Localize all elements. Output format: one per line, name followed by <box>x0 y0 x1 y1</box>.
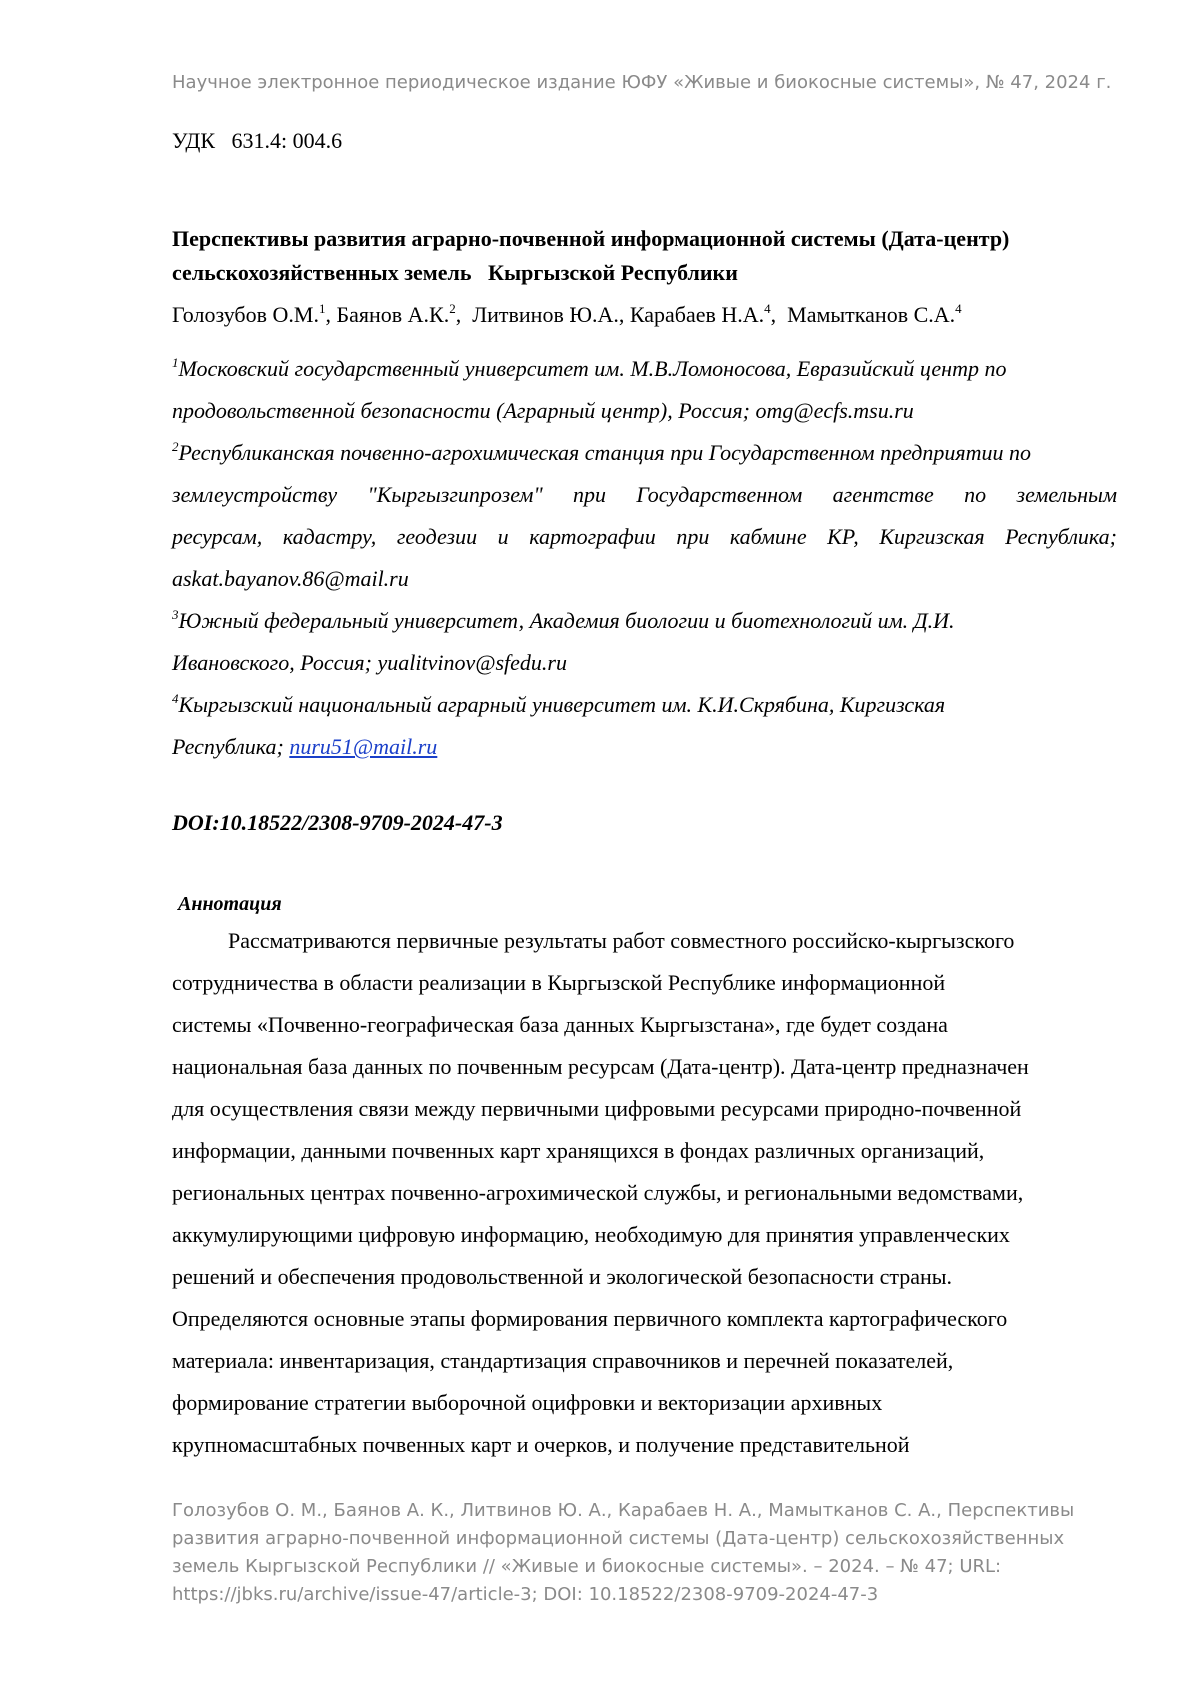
title-line-1: Перспективы развития аграрно-почвенной информационной системы (Дата-центр) <box>172 226 1010 251</box>
affiliation-text: землеустройству "Кыргызгипрозем" при Государственном агентстве по земельным <box>172 482 1117 507</box>
abstract-line: для осуществления связи между первичными цифровыми ресурсами природно-почвенной <box>172 1096 1022 1121</box>
author-name: Голозубов О.М. <box>172 302 319 327</box>
abstract-line: региональных центрах почвенно-агрохимической службы, и региональными ведомствами, <box>172 1180 1024 1205</box>
affiliation-text: Ивановского, Россия; yualitvinov@sfedu.ru <box>172 650 567 675</box>
footer-line: https://jbks.ru/archive/issue-47/article-3; DOI: 10.18522/2308-9709-2024-47-3 <box>172 1584 879 1605</box>
author-name: Литвинов Ю.А. <box>472 302 619 327</box>
journal-header: Научное электронное периодическое издание ЮФУ «Живые и биокосные системы», № 47, 2024 г. <box>172 72 1112 93</box>
abstract-line: Определяются основные этапы формирования первичного комплекта картографического <box>172 1306 1008 1331</box>
affiliation-sup: 1 <box>172 355 179 370</box>
affiliations <box>172 348 1117 768</box>
affiliation-text: продовольственной безопасности (Аграрный центр), Россия; omg@ecfs.msu.ru <box>172 398 914 423</box>
footer-line: Голозубов О. М., Баянов А. К., Литвинов Ю. А., Карабаев Н. А., Мамытканов С. А., Перспективы <box>172 1500 1075 1521</box>
author-sup: 2 <box>449 301 456 316</box>
author-sup: 4 <box>764 301 771 316</box>
affiliation-text: Республика; <box>172 734 290 759</box>
author-list: Голозубов О.М.$^1$, Баянов А.К.$^2$, Литвинов Ю.А., Карабаев Н.А.$^4$, Мамытканов С.А.$^4$ <box>172 301 962 327</box>
affiliation-3 <box>172 600 1117 684</box>
footer-line: развития аграрно-почвенной информационной системы (Дата-центр) сельскохозяйственных <box>172 1528 1065 1549</box>
abstract-text <box>172 920 1132 1466</box>
affiliation-text: Южный федеральный университет, Академия биологии и биотехнологий им. Д.И. <box>178 608 955 633</box>
affiliation-sup: 4 <box>172 691 179 706</box>
title-line-2: сельскохозяйственных земель Кыргызской Республики <box>172 260 738 285</box>
abstract-line: Рассматриваются первичные результаты работ совместного российско-кыргызского <box>228 928 1015 953</box>
affiliation-text: askat.bayanov.86@mail.ru <box>172 566 409 591</box>
abstract-line: сотрудничества в области реализации в Кыргызской Республике информационной <box>172 970 946 995</box>
abstract-line: национальная база данных по почвенным ресурсам (Дата-центр). Дата-центр предназначен <box>172 1054 1029 1079</box>
affiliation-4 <box>172 684 1117 768</box>
abstract-line: системы «Почвенно-географическая база данных Кыргызстана», где будет создана <box>172 1012 948 1037</box>
footer-line: земель Кыргызской Республики // «Живые и биокосные системы». – 2024. – № 47; URL: <box>172 1556 1002 1577</box>
article-title <box>172 222 1132 290</box>
udk-code: УДК 631.4: 004.6 <box>172 128 343 153</box>
author-name: Мамытканов С.А. <box>787 302 956 327</box>
doi: DOI:10.18522/2308-9709-2024-47-3 <box>172 810 503 835</box>
author-name: Баянов А.К. <box>336 302 450 327</box>
affiliation-sup: 2 <box>172 439 179 454</box>
affiliation-text: Московский государственный университет им. М.В.Ломоносова, Евразийский центр по <box>178 356 1007 381</box>
abstract-line: крупномасштабных почвенных карт и очерков, и получение представительной <box>172 1432 910 1457</box>
email-link[interactable]: nuru51@mail.ru <box>289 734 438 759</box>
affiliation-text: Кыргызский национальный аграрный университет им. К.И.Скрябина, Киргизская <box>178 692 946 717</box>
affiliation-sup: 3 <box>172 607 179 622</box>
affiliation-2 <box>172 432 1117 600</box>
abstract-line: материала: инвентаризация, стандартизация справочников и перечней показателей, <box>172 1348 954 1373</box>
author-sup: 4 <box>955 301 962 316</box>
author-name: Карабаев Н.А. <box>629 302 765 327</box>
abstract-line: аккумулирующими цифровую информацию, необходимую для принятия управленческих <box>172 1222 1010 1247</box>
affiliation-text: ресурсам, кадастру, геодезии и картографии при кабмине КР, Киргизская Республика; <box>172 524 1117 549</box>
abstract-line: информации, данными почвенных карт хранящихся в фондах различных организаций, <box>172 1138 985 1163</box>
abstract-line: решений и обеспечения продовольственной и экологической безопасности страны. <box>172 1264 953 1289</box>
author-sup: 1 <box>318 301 326 316</box>
affiliation-text: Республиканская почвенно-агрохимическая станция при Государственном предприятии по <box>178 440 1032 465</box>
citation-footer <box>172 1497 1132 1609</box>
affiliation-1 <box>172 348 1117 432</box>
annotation-heading: Аннотация <box>178 893 282 915</box>
abstract-line: формирование стратегии выборочной оцифровки и векторизации архивных <box>172 1390 883 1415</box>
